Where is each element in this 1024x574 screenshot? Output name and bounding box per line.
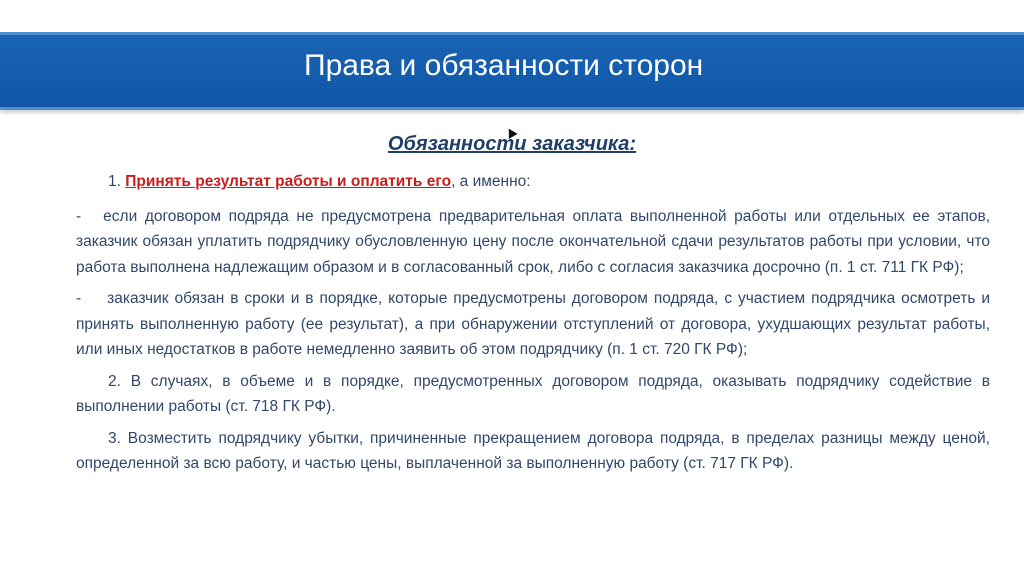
item-1 bbox=[76, 169, 990, 195]
title-band-top-stripe bbox=[0, 32, 1024, 35]
item-1-number: 1. bbox=[108, 173, 121, 190]
item-1-rest: , а именно: bbox=[451, 173, 531, 190]
title-band-bottom-stripe bbox=[0, 107, 1024, 110]
bullet-1 bbox=[76, 204, 990, 281]
item-1-highlight: Принять результат работы и оплатить его bbox=[125, 173, 452, 190]
slide-content bbox=[76, 164, 990, 477]
item-3: 3. Возместить подрядчику убытки, причиненные прекращением договора подряда, в пределах разницы между ценой, определенной за всю работу, и частью цены, выплаченной за выполненную работу (ст. 717 ГК РФ). bbox=[76, 429, 990, 472]
bullet-2 bbox=[76, 286, 990, 363]
item-2: 2. В случаях, в объеме и в порядке, предусмотренных договором подряда, оказывать подрядчику содействие в выполнении работы (ст. 718 ГК РФ). bbox=[76, 372, 990, 415]
bullet-1-text: если договором подряда не предусмотрена предварительная оплата выполненной работы или отдельных ее этапов, заказчик обязан уплатить подрядчику обусловленную цену после окончательной сдачи результатов работы при условии, что работа выполнена надлежащим образом и в согласованный срок, либо с согласия заказчика досрочно (п. 1 ст. 711 ГК РФ); bbox=[76, 207, 990, 276]
bullet-2-dash: - bbox=[76, 290, 82, 307]
slide-subtitle: Обязанности заказчика: bbox=[387, 133, 637, 155]
bullet-2-text: заказчик обязан в сроки и в порядке, которые предусмотрены договором подряда, с участием подрядчика осмотреть и принять выполненную работу (ее результат), а при обнаружении отступлений от договора, ухудшающих результат работы, или иных недостатков в работе немедленно заявить об этом подрядчику (п. 1 ст. 720 ГК РФ); bbox=[76, 290, 990, 358]
bullet-1-dash: - bbox=[76, 207, 82, 225]
slide-title: Права и обязанности сторон bbox=[304, 49, 704, 82]
